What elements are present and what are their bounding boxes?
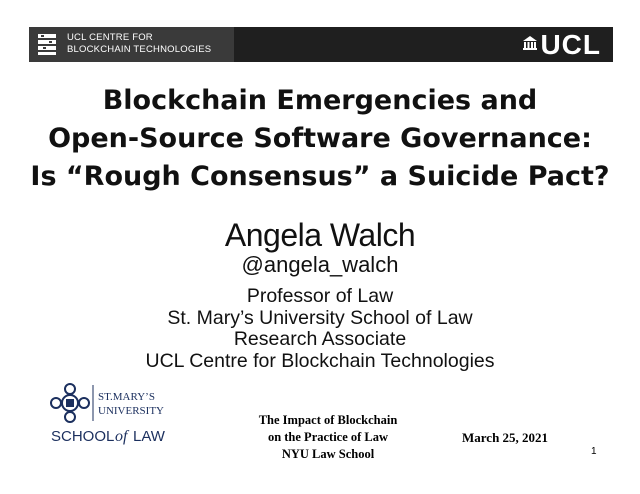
svg-text:UNIVERSITY: UNIVERSITY — [98, 405, 164, 417]
presenter-name: Angela Walch — [224, 217, 416, 253]
title-line-2: Open-Source Software Governance: — [48, 123, 592, 154]
event-line-2: on the Practice of Law — [267, 430, 389, 444]
svg-text:of: of — [115, 428, 128, 445]
centre-name — [67, 32, 211, 56]
event-line-3: NYU Law School — [281, 447, 375, 461]
slide-title — [0, 82, 640, 196]
ucl-logo — [523, 29, 601, 60]
title-line-1: Blockchain Emergencies and — [102, 85, 538, 116]
svg-text:SCHOOL: SCHOOL — [51, 428, 115, 445]
portico-icon — [523, 36, 537, 50]
affiliation-line-4: UCL Centre for Blockchain Technologies — [145, 349, 495, 372]
st-marys-law-logo — [47, 381, 167, 447]
affiliation-line-3: Research Associate — [233, 328, 407, 350]
presentation-date: March 25, 2021 — [462, 430, 549, 445]
centre-name-line-2: BLOCKCHAIN TECHNOLOGIES — [67, 44, 212, 55]
header-bar — [29, 27, 613, 62]
affiliations — [0, 286, 640, 372]
title-line-3: Is “Rough Consensus” a Suicide Pact? — [30, 161, 610, 192]
svg-text:ST.MARY’S: ST.MARY’S — [98, 391, 155, 403]
cross-emblem-icon — [51, 384, 89, 422]
affiliation-line-1: Professor of Law — [246, 285, 394, 307]
presenter-block — [0, 218, 640, 278]
ucl-logo-text: UCL — [540, 29, 601, 60]
blockchain-stack-icon — [37, 33, 57, 56]
st-marys-logo-image — [47, 381, 167, 447]
slide-number: 1 — [591, 446, 597, 457]
affiliation-line-2: St. Mary’s University School of Law — [167, 306, 473, 329]
event-info — [218, 412, 438, 463]
centre-name-line-1: UCL CENTRE FOR — [67, 32, 153, 43]
presenter-handle: @angela_walch — [241, 252, 399, 277]
ucl-cbt-badge — [29, 27, 234, 62]
svg-text:LAW: LAW — [133, 428, 165, 445]
event-line-1: The Impact of Blockchain — [258, 413, 398, 427]
